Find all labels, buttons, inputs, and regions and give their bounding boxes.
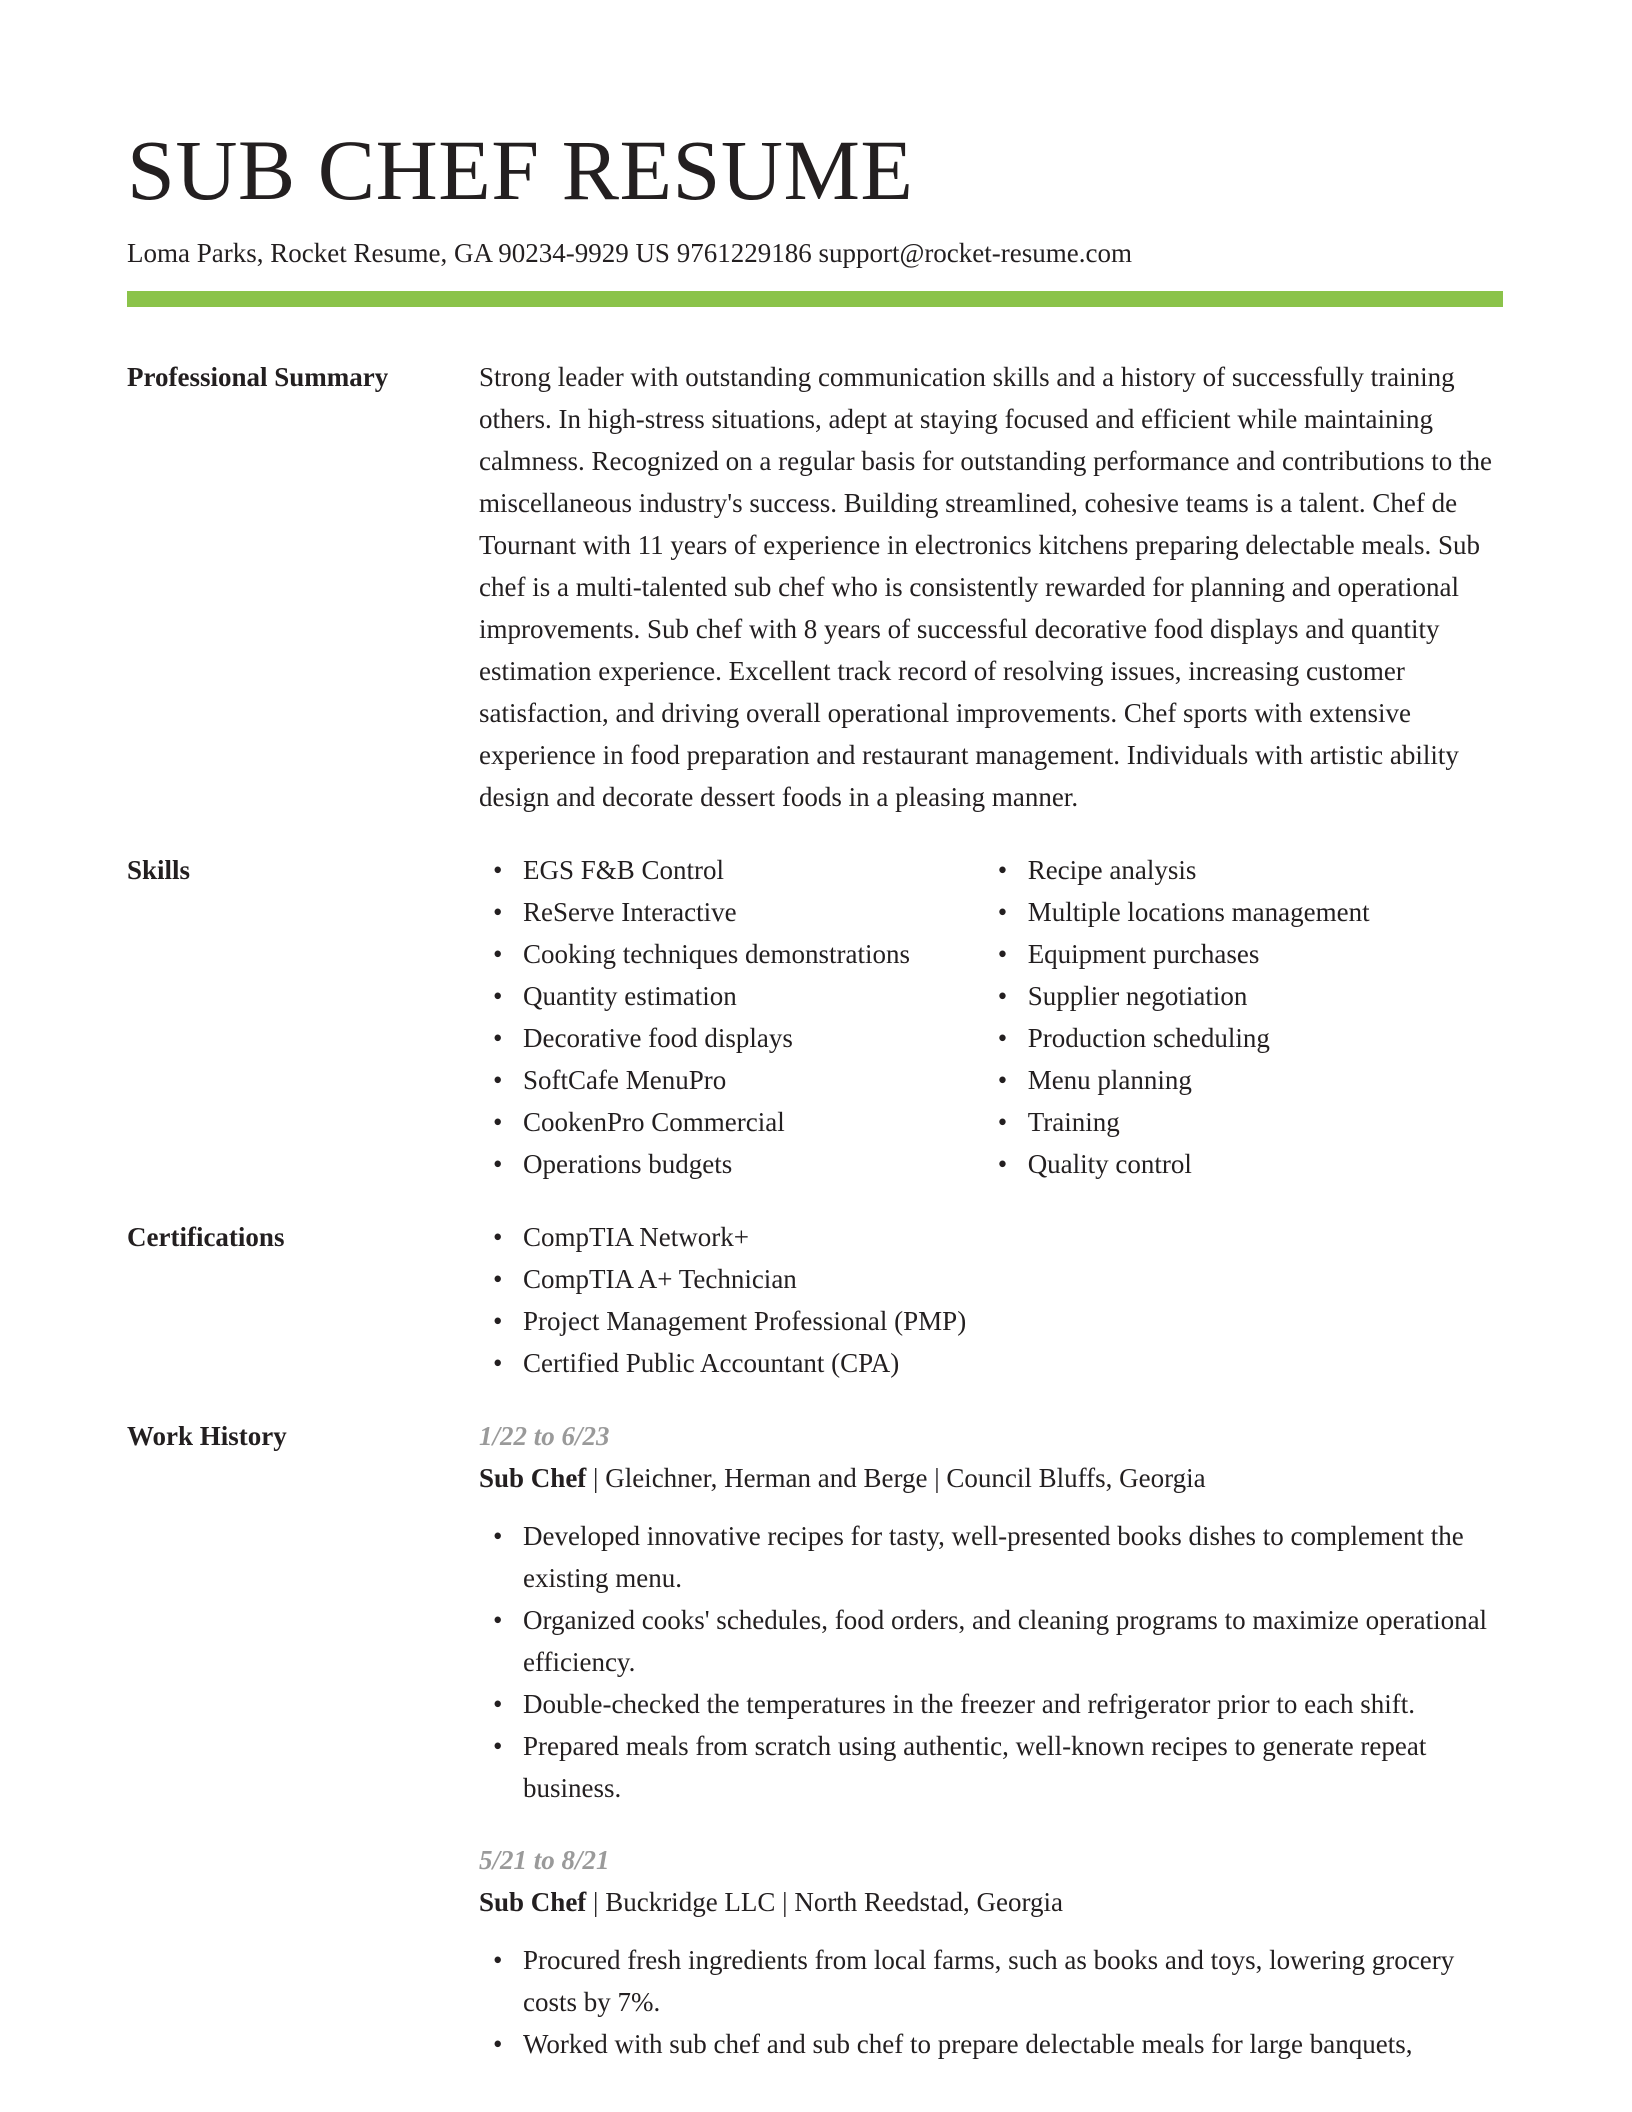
list-item: • EGS F&B Control — [523, 849, 984, 891]
professional-summary-section — [127, 356, 1503, 818]
list-item: • Quantity estimation — [523, 975, 984, 1017]
list-item: • Supplier negotiation — [1028, 975, 1503, 1017]
skills-section — [127, 849, 1503, 1185]
job-title: Sub Chef — [479, 1463, 587, 1493]
list-item: • Multiple locations management — [1028, 891, 1503, 933]
contact-info: Loma Parks, Rocket Resume, GA 90234-9929 US 9761229186 support@rocket-resume.com — [127, 238, 1132, 268]
job-details: | Buckridge LLC | North Reedstad, Georgia — [586, 1887, 1064, 1917]
job-heading — [479, 1881, 1503, 1923]
job-details: | Gleichner, Herman and Berge | Council Bluffs, Georgia — [586, 1463, 1206, 1493]
list-item: • Production scheduling — [1028, 1017, 1503, 1059]
list-item: • Menu planning — [1028, 1059, 1503, 1101]
job-bullets — [479, 1515, 1503, 1809]
list-item: • CompTIA A+ Technician — [523, 1258, 1503, 1300]
job-dates: 5/21 to 8/21 — [479, 1845, 610, 1875]
list-item: • CompTIA Network+ — [523, 1216, 1503, 1258]
list-item: • Organized cooks' schedules, food orders, and cleaning programs to maximize operational efficiency. — [523, 1599, 1503, 1683]
list-item: • Operations budgets — [523, 1143, 984, 1185]
list-item: • Double-checked the temperatures in the freezer and refrigerator prior to each shift. — [523, 1683, 1503, 1725]
list-item: • SoftCafe MenuPro — [523, 1059, 984, 1101]
list-item: • CookenPro Commercial — [523, 1101, 984, 1143]
list-item: • Recipe analysis — [1028, 849, 1503, 891]
job-bullets — [479, 1939, 1503, 2065]
section-label: Work History — [127, 1421, 287, 1451]
section-label: Skills — [127, 855, 191, 885]
accent-divider — [127, 291, 1503, 307]
list-item: • Project Management Professional (PMP) — [523, 1300, 1503, 1342]
job-heading — [479, 1457, 1503, 1499]
summary-text: Strong leader with outstanding communication skills and a history of successfully training others. In high-stress situations, adept at staying focused and efficient while maintaining calmness. Recognized on a regular basis for outstanding performance and contributions to the miscellaneous industry's success. Building streamlined, cohesive teams is a talent. Chef de Tournant with 11 years of experience in electronics kitchens preparing delectable meals. Sub chef is a multi-talented sub chef who is consistently rewarded for planning and operational improvements. Sub chef with 8 years of successful decorative food displays and quantity estimation experience. Excellent track record of resolving issues, increasing customer satisfaction, and driving overall operational improvements. Chef sports with extensive experience in food preparation and restaurant management. Individuals with artistic ability design and decorate dessert foods in a pleasing manner. — [479, 362, 1492, 812]
skills-body — [479, 849, 1503, 1185]
job-dates: 1/22 to 6/23 — [479, 1421, 610, 1451]
skills-list-right — [984, 849, 1503, 1185]
list-item: • Worked with sub chef and sub chef to prepare delectable meals for large banquets, — [523, 2023, 1503, 2065]
certifications-list — [479, 1216, 1503, 1384]
list-item: • Quality control — [1028, 1143, 1503, 1185]
resume-page — [127, 0, 1503, 2065]
section-label: Professional Summary — [127, 362, 389, 392]
list-item: • Cooking techniques demonstrations — [523, 933, 984, 975]
list-item: • Procured fresh ingredients from local farms, such as books and toys, lowering grocery costs by 7%. — [523, 1939, 1503, 2023]
list-item: • Equipment purchases — [1028, 933, 1503, 975]
job-entry — [479, 1415, 1503, 1809]
job-entry — [479, 1839, 1503, 2065]
list-item: • Decorative food displays — [523, 1017, 984, 1059]
skills-list-left — [479, 849, 984, 1185]
list-item: • Developed innovative recipes for tasty, well-presented books dishes to complement the existing menu. — [523, 1515, 1503, 1599]
job-title: Sub Chef — [479, 1887, 587, 1917]
section-label: Certifications — [127, 1222, 285, 1252]
work-history-body — [479, 1415, 1503, 2065]
list-item: • Prepared meals from scratch using authentic, well-known recipes to generate repeat business. — [523, 1725, 1503, 1809]
list-item: • Training — [1028, 1101, 1503, 1143]
list-item: • ReServe Interactive — [523, 891, 984, 933]
list-item: • Certified Public Accountant (CPA) — [523, 1342, 1503, 1384]
certifications-section — [127, 1216, 1503, 1384]
certifications-body — [479, 1216, 1503, 1384]
resume-title: SUB CHEF RESUME — [127, 122, 914, 218]
work-history-section — [127, 1415, 1503, 2065]
